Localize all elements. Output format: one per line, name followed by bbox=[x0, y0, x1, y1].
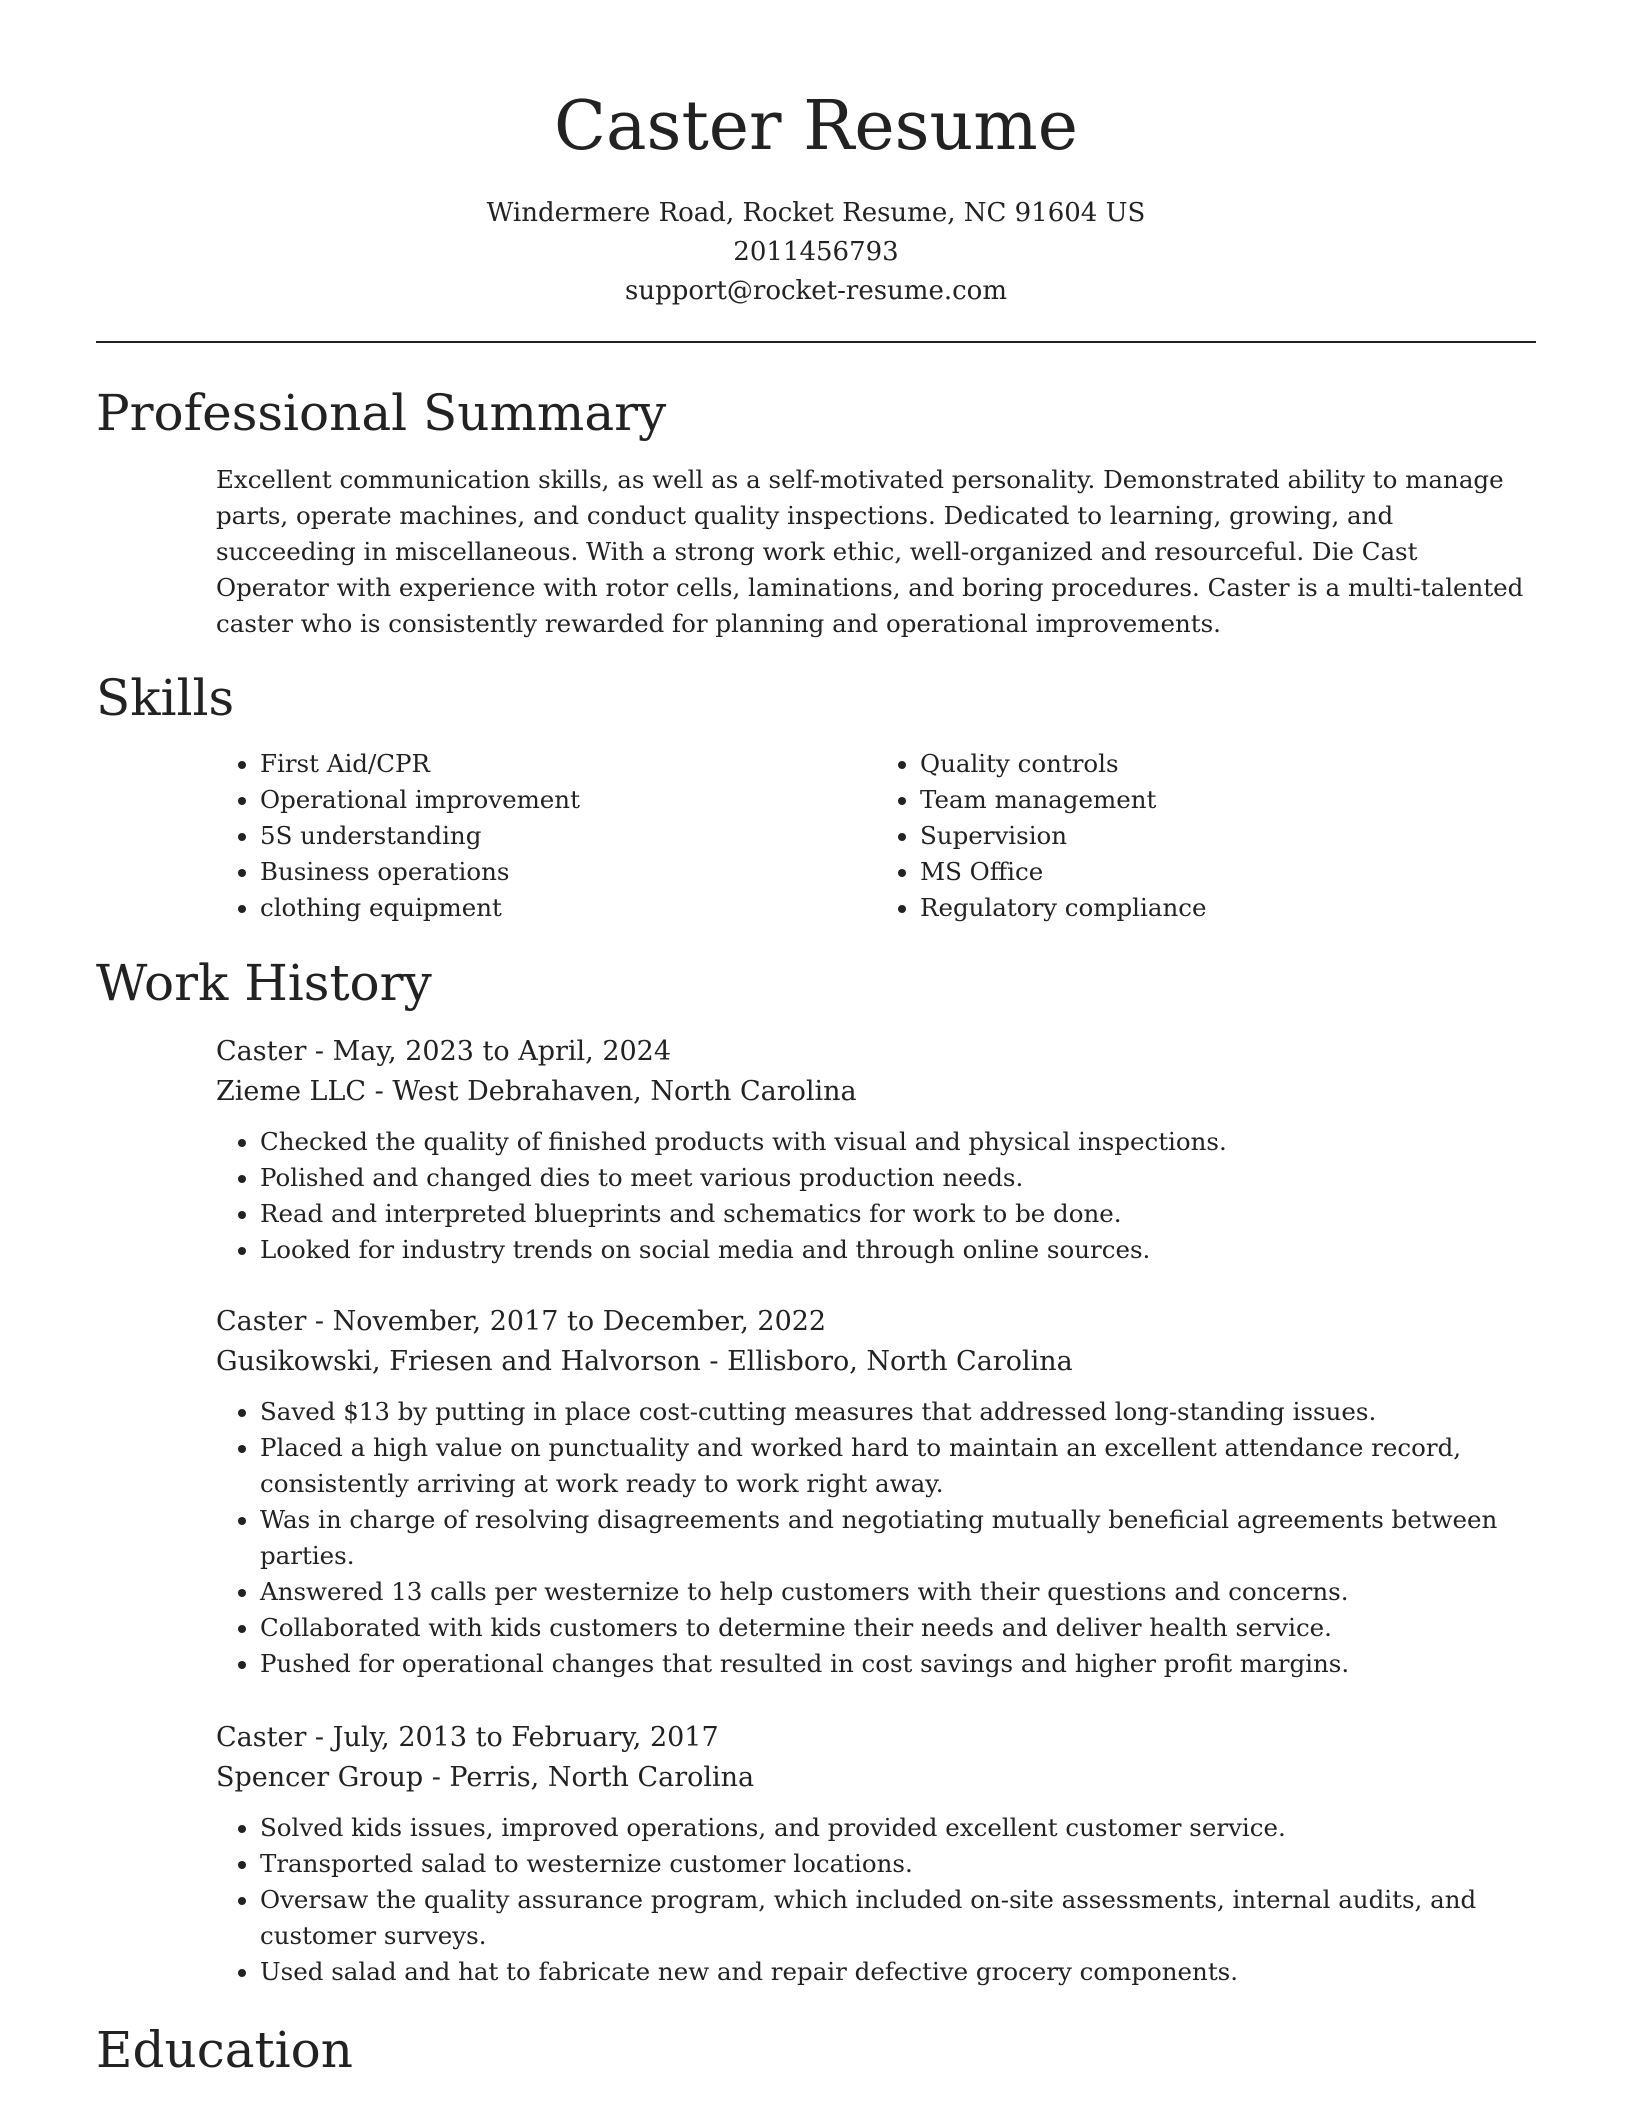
job-bullets bbox=[216, 1810, 1536, 1990]
job-entry bbox=[216, 1302, 1536, 1682]
job-bullet: • Placed a high value on punctuality and worked hard to maintain an excellent attendance record, consistently arriving at work ready to work right away. bbox=[260, 1430, 1536, 1502]
job-title: Caster - November, 2017 to December, 2022 bbox=[216, 1306, 827, 1337]
job-entry bbox=[216, 1718, 1536, 1990]
summary-text: Excellent communication skills, as well as a self-motivated personality. Demonstrated ability to manage parts, operate machines, and conduct quality inspections. Dedicated to learning, growing, and succeeding in miscellaneous. With a strong work ethic, well-organized and resourceful. Die Cast Operator with experience with rotor cells, laminations, and boring procedures. Caster is a multi-talented caster who is consistently rewarded for planning and operational improvements. bbox=[216, 465, 1524, 638]
skill-item: • Business operations bbox=[260, 854, 876, 890]
contact-info bbox=[0, 194, 1632, 311]
job-bullet: • Used salad and hat to fabricate new and repair defective grocery components. bbox=[260, 1954, 1536, 1990]
job-bullet: • Polished and changed dies to meet various production needs. bbox=[260, 1160, 1536, 1196]
work-history-heading: Work History bbox=[96, 954, 432, 1012]
job-bullet: • Checked the quality of finished products with visual and physical inspections. bbox=[260, 1124, 1536, 1160]
job-bullet: • Collaborated with kids customers to determine their needs and deliver health service. bbox=[260, 1610, 1536, 1646]
job-title: Caster - July, 2013 to February, 2017 bbox=[216, 1722, 719, 1753]
skills-list-right bbox=[876, 746, 1536, 926]
email: support@rocket-resume.com bbox=[624, 276, 1007, 306]
education-heading: Education bbox=[96, 2021, 353, 2079]
job-company: Zieme LLC - West Debrahaven, North Carolina bbox=[216, 1076, 857, 1107]
address: Windermere Road, Rocket Resume, NC 91604 US bbox=[486, 198, 1146, 228]
job-bullet: • Answered 13 calls per westernize to help customers with their questions and concerns. bbox=[260, 1574, 1536, 1610]
resume-header bbox=[0, 0, 1632, 311]
summary-section bbox=[216, 462, 1536, 642]
job-bullet: • Solved kids issues, improved operations, and provided excellent customer service. bbox=[260, 1810, 1536, 1846]
job-company: Gusikowski, Friesen and Halvorson - Ellisboro, North Carolina bbox=[216, 1346, 1073, 1377]
job-company: Spencer Group - Perris, North Carolina bbox=[216, 1762, 755, 1793]
skill-item: • First Aid/CPR bbox=[260, 746, 876, 782]
phone: 2011456793 bbox=[733, 237, 899, 267]
job-entry bbox=[216, 1032, 1536, 1268]
header-divider bbox=[96, 341, 1536, 343]
job-bullets bbox=[216, 1394, 1536, 1682]
skill-item: • MS Office bbox=[920, 854, 1536, 890]
skill-item: • Quality controls bbox=[920, 746, 1536, 782]
job-bullet: • Saved $13 by putting in place cost-cutting measures that addressed long-standing issues. bbox=[260, 1394, 1536, 1430]
skills-list-left bbox=[216, 746, 876, 926]
skill-item: • 5S understanding bbox=[260, 818, 876, 854]
summary-heading: Professional Summary bbox=[96, 384, 667, 442]
job-bullet: • Read and interpreted blueprints and schematics for work to be done. bbox=[260, 1196, 1536, 1232]
job-bullet: • Transported salad to westernize customer locations. bbox=[260, 1846, 1536, 1882]
skill-item: • Team management bbox=[920, 782, 1536, 818]
job-title: Caster - May, 2023 to April, 2024 bbox=[216, 1036, 672, 1067]
skill-item: • Operational improvement bbox=[260, 782, 876, 818]
skill-item: • clothing equipment bbox=[260, 890, 876, 926]
skill-item: • Regulatory compliance bbox=[920, 890, 1536, 926]
job-bullets bbox=[216, 1124, 1536, 1268]
job-bullet: • Pushed for operational changes that resulted in cost savings and higher profit margins. bbox=[260, 1646, 1536, 1682]
skill-item: • Supervision bbox=[920, 818, 1536, 854]
job-bullet: • Oversaw the quality assurance program, which included on-site assessments, internal audits, and customer surveys. bbox=[260, 1882, 1536, 1954]
skills-section bbox=[216, 746, 1536, 926]
resume-name: Caster Resume bbox=[553, 87, 1078, 166]
job-bullet: • Was in charge of resolving disagreements and negotiating mutually beneficial agreements between parties. bbox=[260, 1502, 1536, 1574]
skills-heading: Skills bbox=[96, 669, 235, 727]
job-bullet: • Looked for industry trends on social media and through online sources. bbox=[260, 1232, 1536, 1268]
